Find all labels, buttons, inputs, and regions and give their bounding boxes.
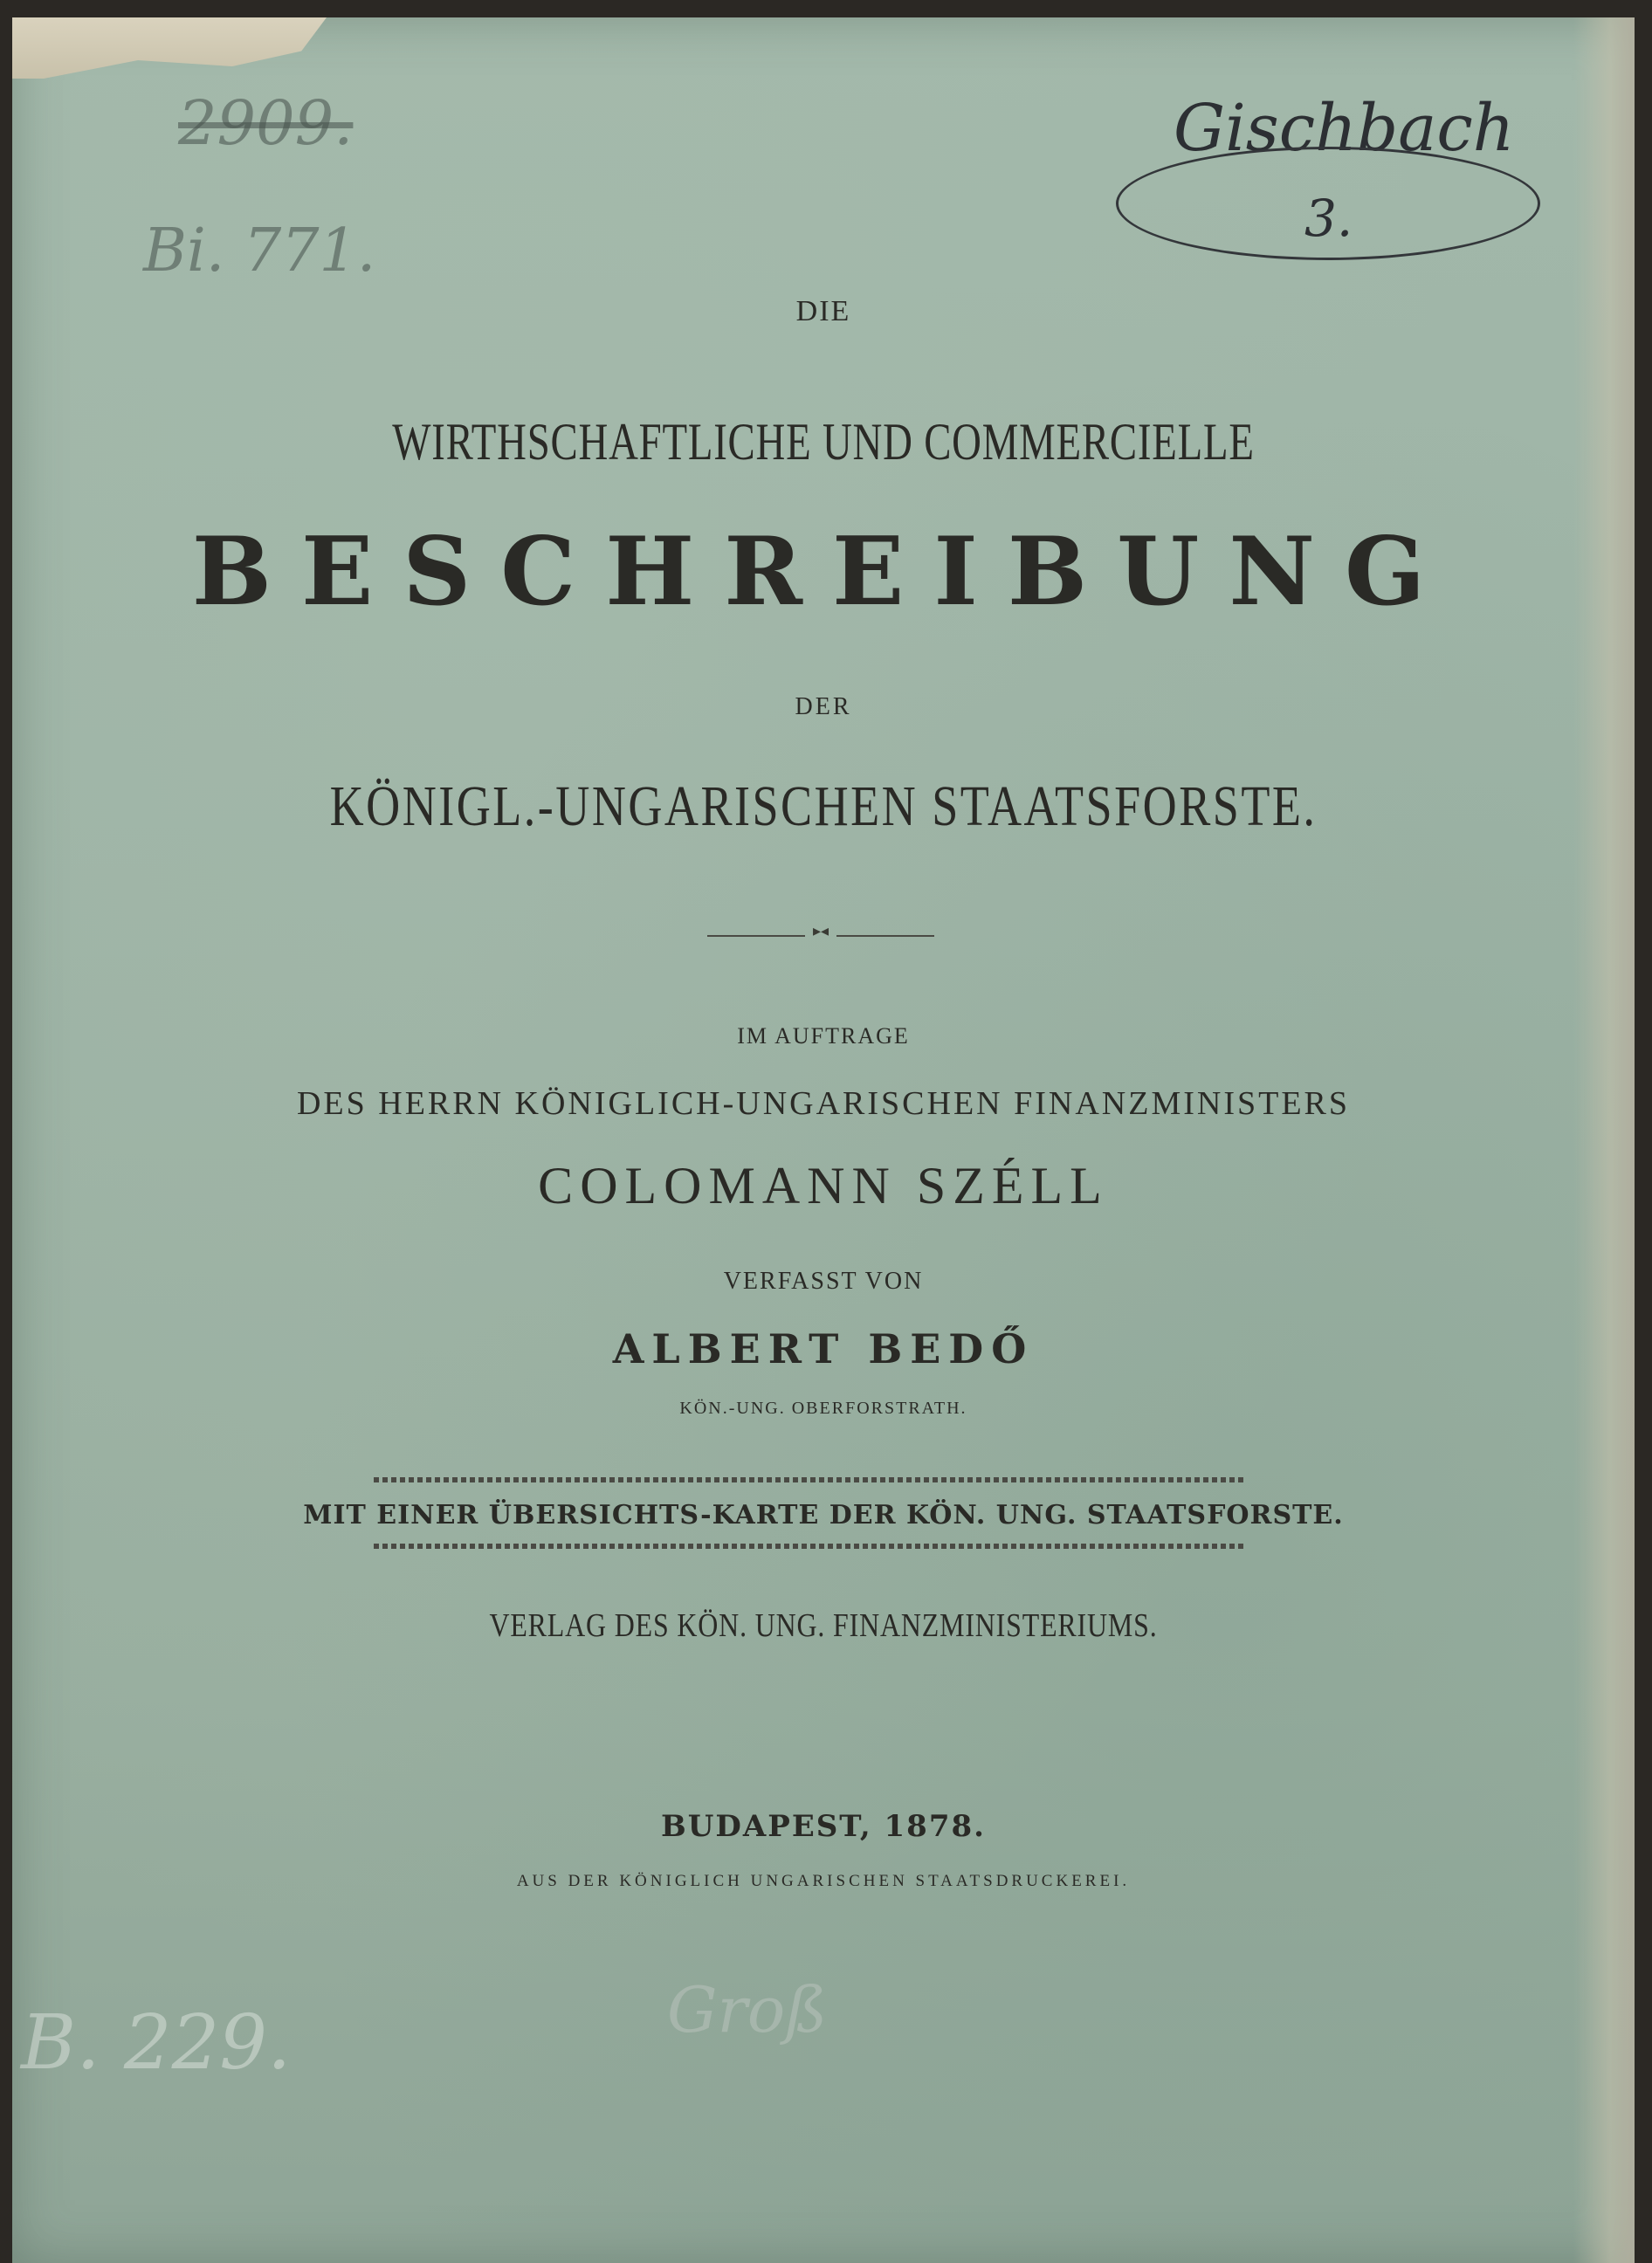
printer-line: AUS DER KÖNIGLICH UNGARISCHEN STAATSDRUCKEREI.: [516, 1872, 1131, 1890]
pencil-inscription-bottom: Groß: [667, 1973, 828, 2046]
publisher-line: VERLAG DES KÖN. UNG. FINANZMINISTERIUMS.: [489, 1607, 1158, 1644]
line-im-auftrage: IM AUFTRAGE: [737, 1023, 910, 1049]
book-cover: [12, 17, 1635, 2263]
torn-corner: [12, 17, 327, 79]
worn-right-edge: [1573, 17, 1635, 2263]
line-der: DER: [795, 693, 852, 720]
shelfmark-bottom-left: B. 229.: [21, 1999, 292, 2087]
ornament-divider: [707, 922, 934, 941]
owner-number-inscription: 3.: [1304, 189, 1353, 248]
object-title: KÖNIGL.-UNGARISCHEN STAATSFORSTE.: [329, 774, 1318, 838]
line-verfasst-von: VERFASST VON: [723, 1268, 924, 1295]
line-die: DIE: [795, 295, 851, 327]
map-note-rule-bottom: [374, 1544, 1247, 1549]
minister-name: COLOMANN SZÉLL: [538, 1157, 1109, 1214]
owner-name-inscription: Gischbach: [1174, 91, 1515, 166]
place-year: BUDAPEST, 1878.: [661, 1809, 986, 1844]
map-note-rule-top: [374, 1477, 1247, 1482]
shelfmark-top-left: Bi. 771.: [143, 217, 376, 285]
author-name: ALBERT BEDŐ: [612, 1325, 1035, 1372]
struck-number: 2909.: [178, 87, 354, 159]
ornament-glyph: ▸◂: [812, 922, 829, 940]
main-title: BESCHREIBUNG: [191, 517, 1456, 627]
line-des-herrn: DES HERRN KÖNIGLICH-UNGARISCHEN FINANZMINISTERS: [296, 1085, 1351, 1122]
map-note: MIT EINER ÜBERSICHTS-KARTE DER KÖN. UNG. STAATSFORSTE.: [303, 1500, 1344, 1530]
subtitle: WIRTHSCHAFTLICHE UND COMMERCIELLE: [392, 413, 1255, 471]
author-title: KÖN.-UNG. OBERFORSTRATH.: [679, 1399, 967, 1418]
